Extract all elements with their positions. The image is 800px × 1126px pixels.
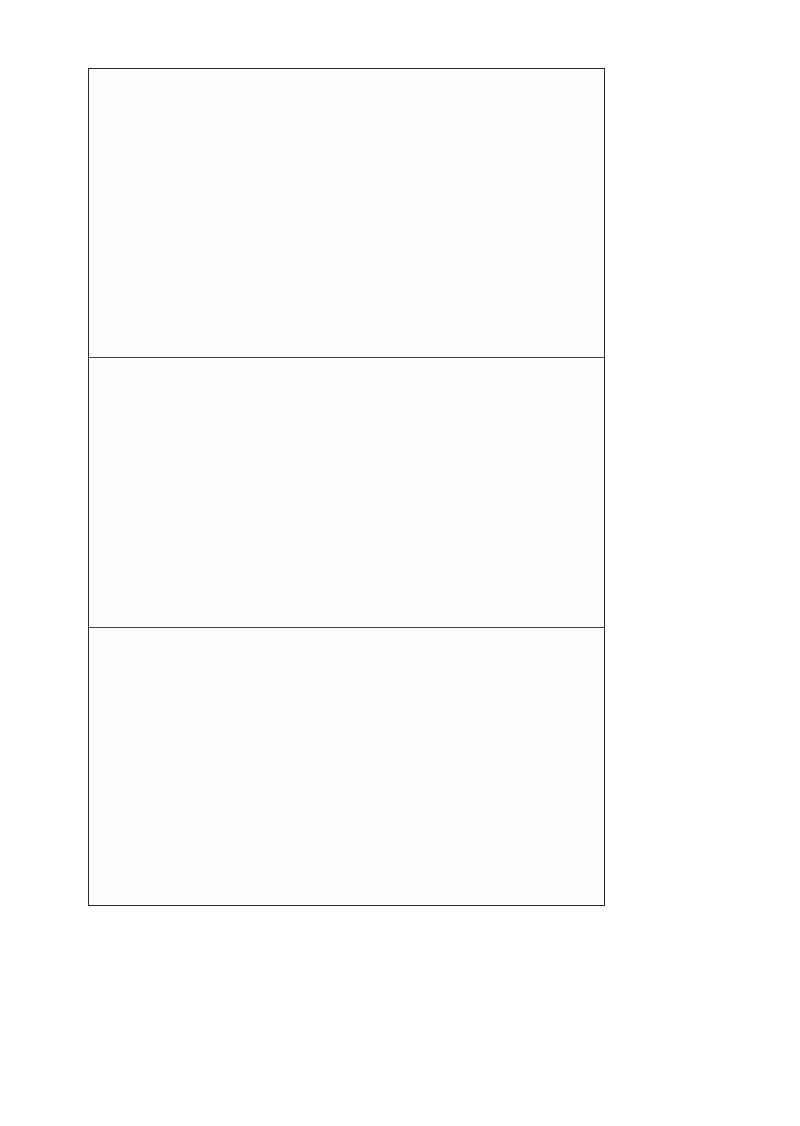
section-top-text: [92, 86, 598, 348]
section-divider-top: [89, 357, 604, 358]
section-divider-bottom: [89, 627, 604, 628]
section-middle-text: [92, 364, 598, 620]
